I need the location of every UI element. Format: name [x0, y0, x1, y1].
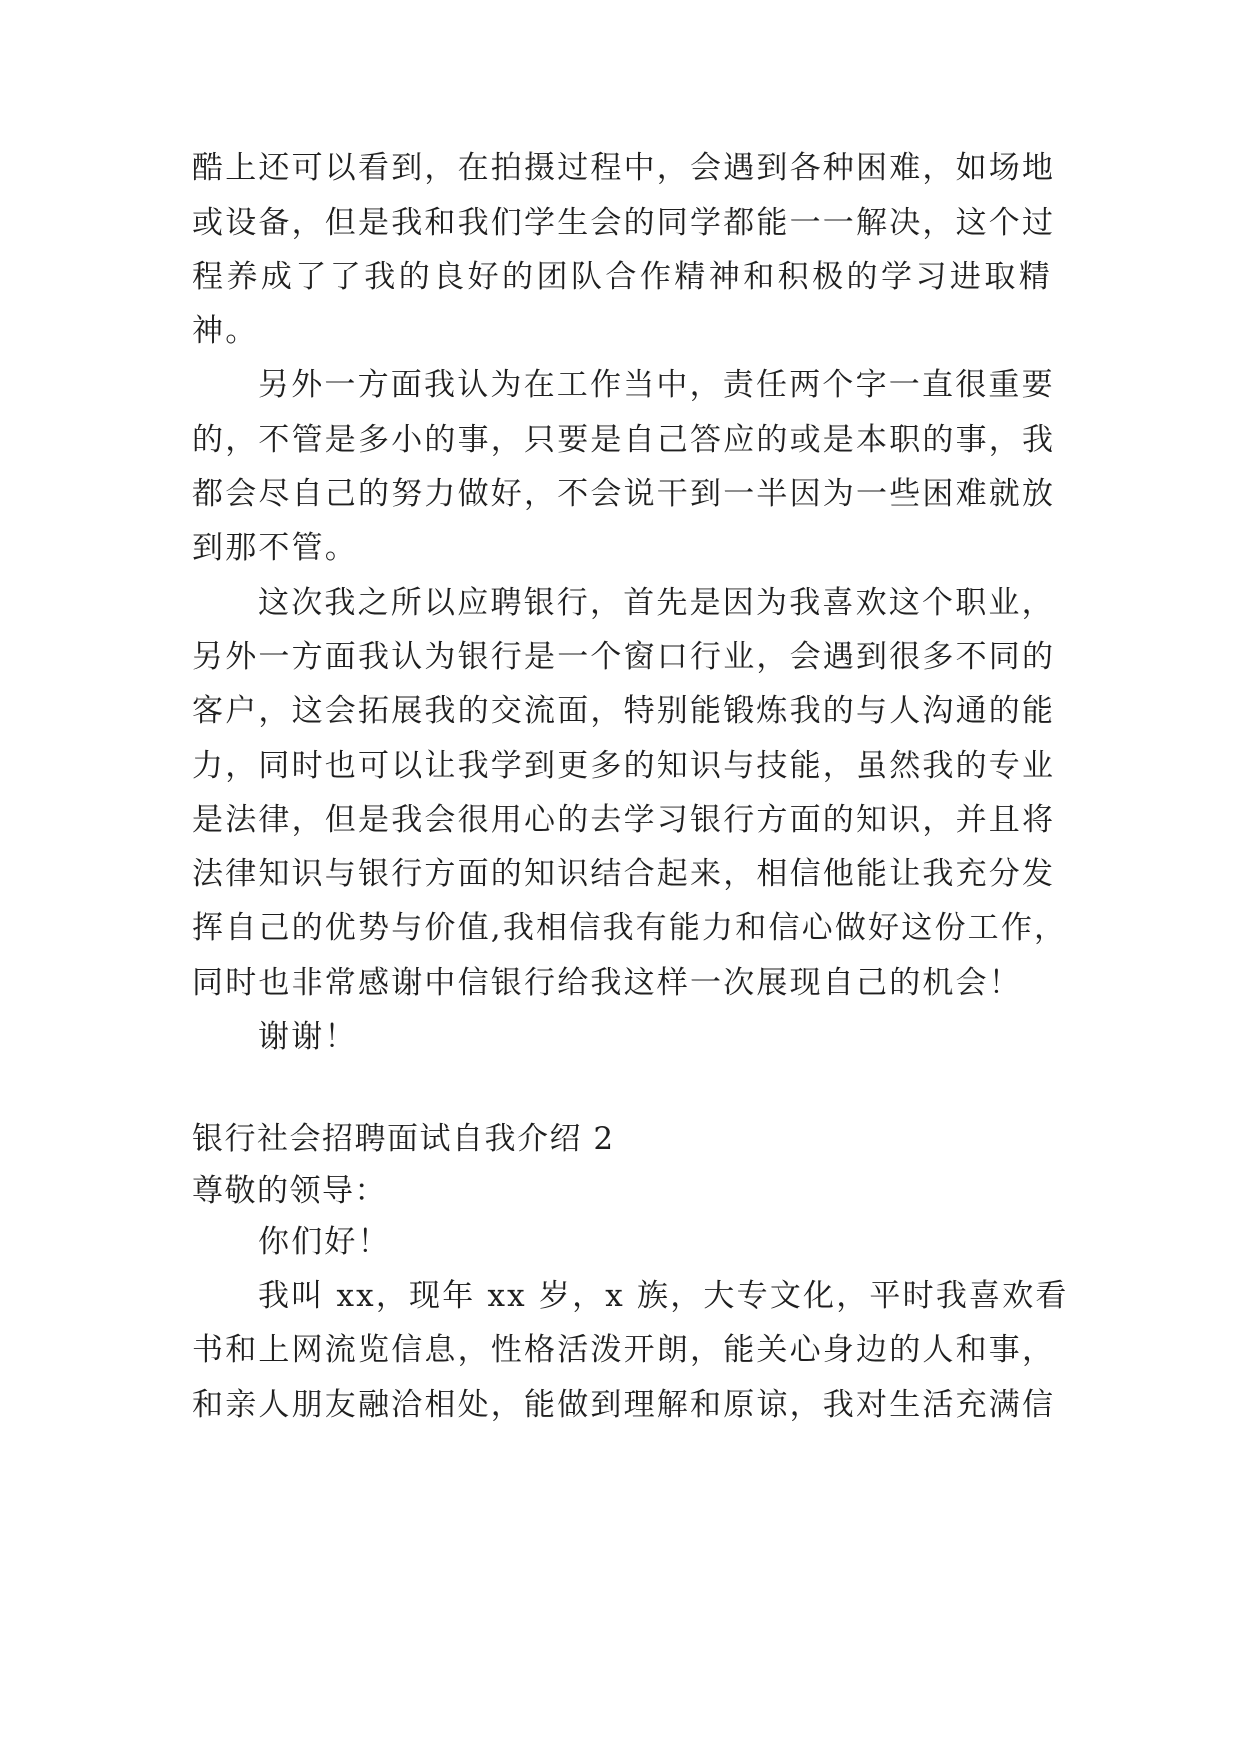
paragraph-line: 我叫 xx，现年 xx 岁，x 族，大专文化，平时我喜欢看: [258, 1278, 1069, 1314]
paragraph-line: 都会尽自己的努力做好，不会说干到一半因为一些困难就放: [192, 476, 1056, 512]
paragraph-line: 是法律，但是我会很用心的去学习银行方面的知识，并且将: [192, 802, 1056, 838]
paragraph-line: 这次我之所以应聘银行，首先是因为我喜欢这个职业，: [258, 585, 1055, 621]
paragraph-line: 神。: [192, 313, 259, 349]
salutation: 尊敬的领导：: [192, 1173, 387, 1209]
paragraph-line: 程养成了了我的良好的团队合作精神和积极的学习进取精: [192, 259, 1052, 295]
closing-thanks: 谢谢！: [258, 1019, 358, 1055]
section-title: 银行社会招聘面试自我介绍 2: [192, 1121, 615, 1157]
paragraph-line: 法律知识与银行方面的知识结合起来，相信他能让我充分发: [192, 856, 1056, 892]
paragraph-line: 另外一方面我认为银行是一个窗口行业，会遇到很多不同的: [192, 639, 1056, 675]
paragraph-line: 的，不管是多小的事，只要是自己答应的或是本职的事，我: [192, 422, 1056, 458]
paragraph-line: 另外一方面我认为在工作当中，责任两个字一直很重要: [258, 367, 1055, 403]
paragraph-line: 客户，这会拓展我的交流面，特别能锻炼我的与人沟通的能: [192, 693, 1056, 729]
paragraph-line: 和亲人朋友融洽相处，能做到理解和原谅，我对生活充满信: [192, 1387, 1056, 1423]
paragraph-line: 力，同时也可以让我学到更多的知识与技能，虽然我的专业: [192, 748, 1056, 784]
paragraph-line: 或设备，但是我和我们学生会的同学都能一一解决，这个过: [192, 205, 1056, 241]
greeting: 你们好！: [258, 1224, 391, 1260]
paragraph-line: 同时也非常感谢中信银行给我这样一次展现自己的机会！: [192, 965, 1022, 1001]
paragraph-line: 书和上网流览信息，性格活泼开朗，能关心身边的人和事，: [192, 1332, 1056, 1368]
paragraph-line: 挥自己的优势与价值,我相信我有能力和信心做好这份工作，: [192, 910, 1068, 946]
paragraph-line: 酷上还可以看到，在拍摄过程中，会遇到各种困难，如场地: [192, 150, 1056, 186]
paragraph-line: 到那不管。: [192, 530, 358, 566]
